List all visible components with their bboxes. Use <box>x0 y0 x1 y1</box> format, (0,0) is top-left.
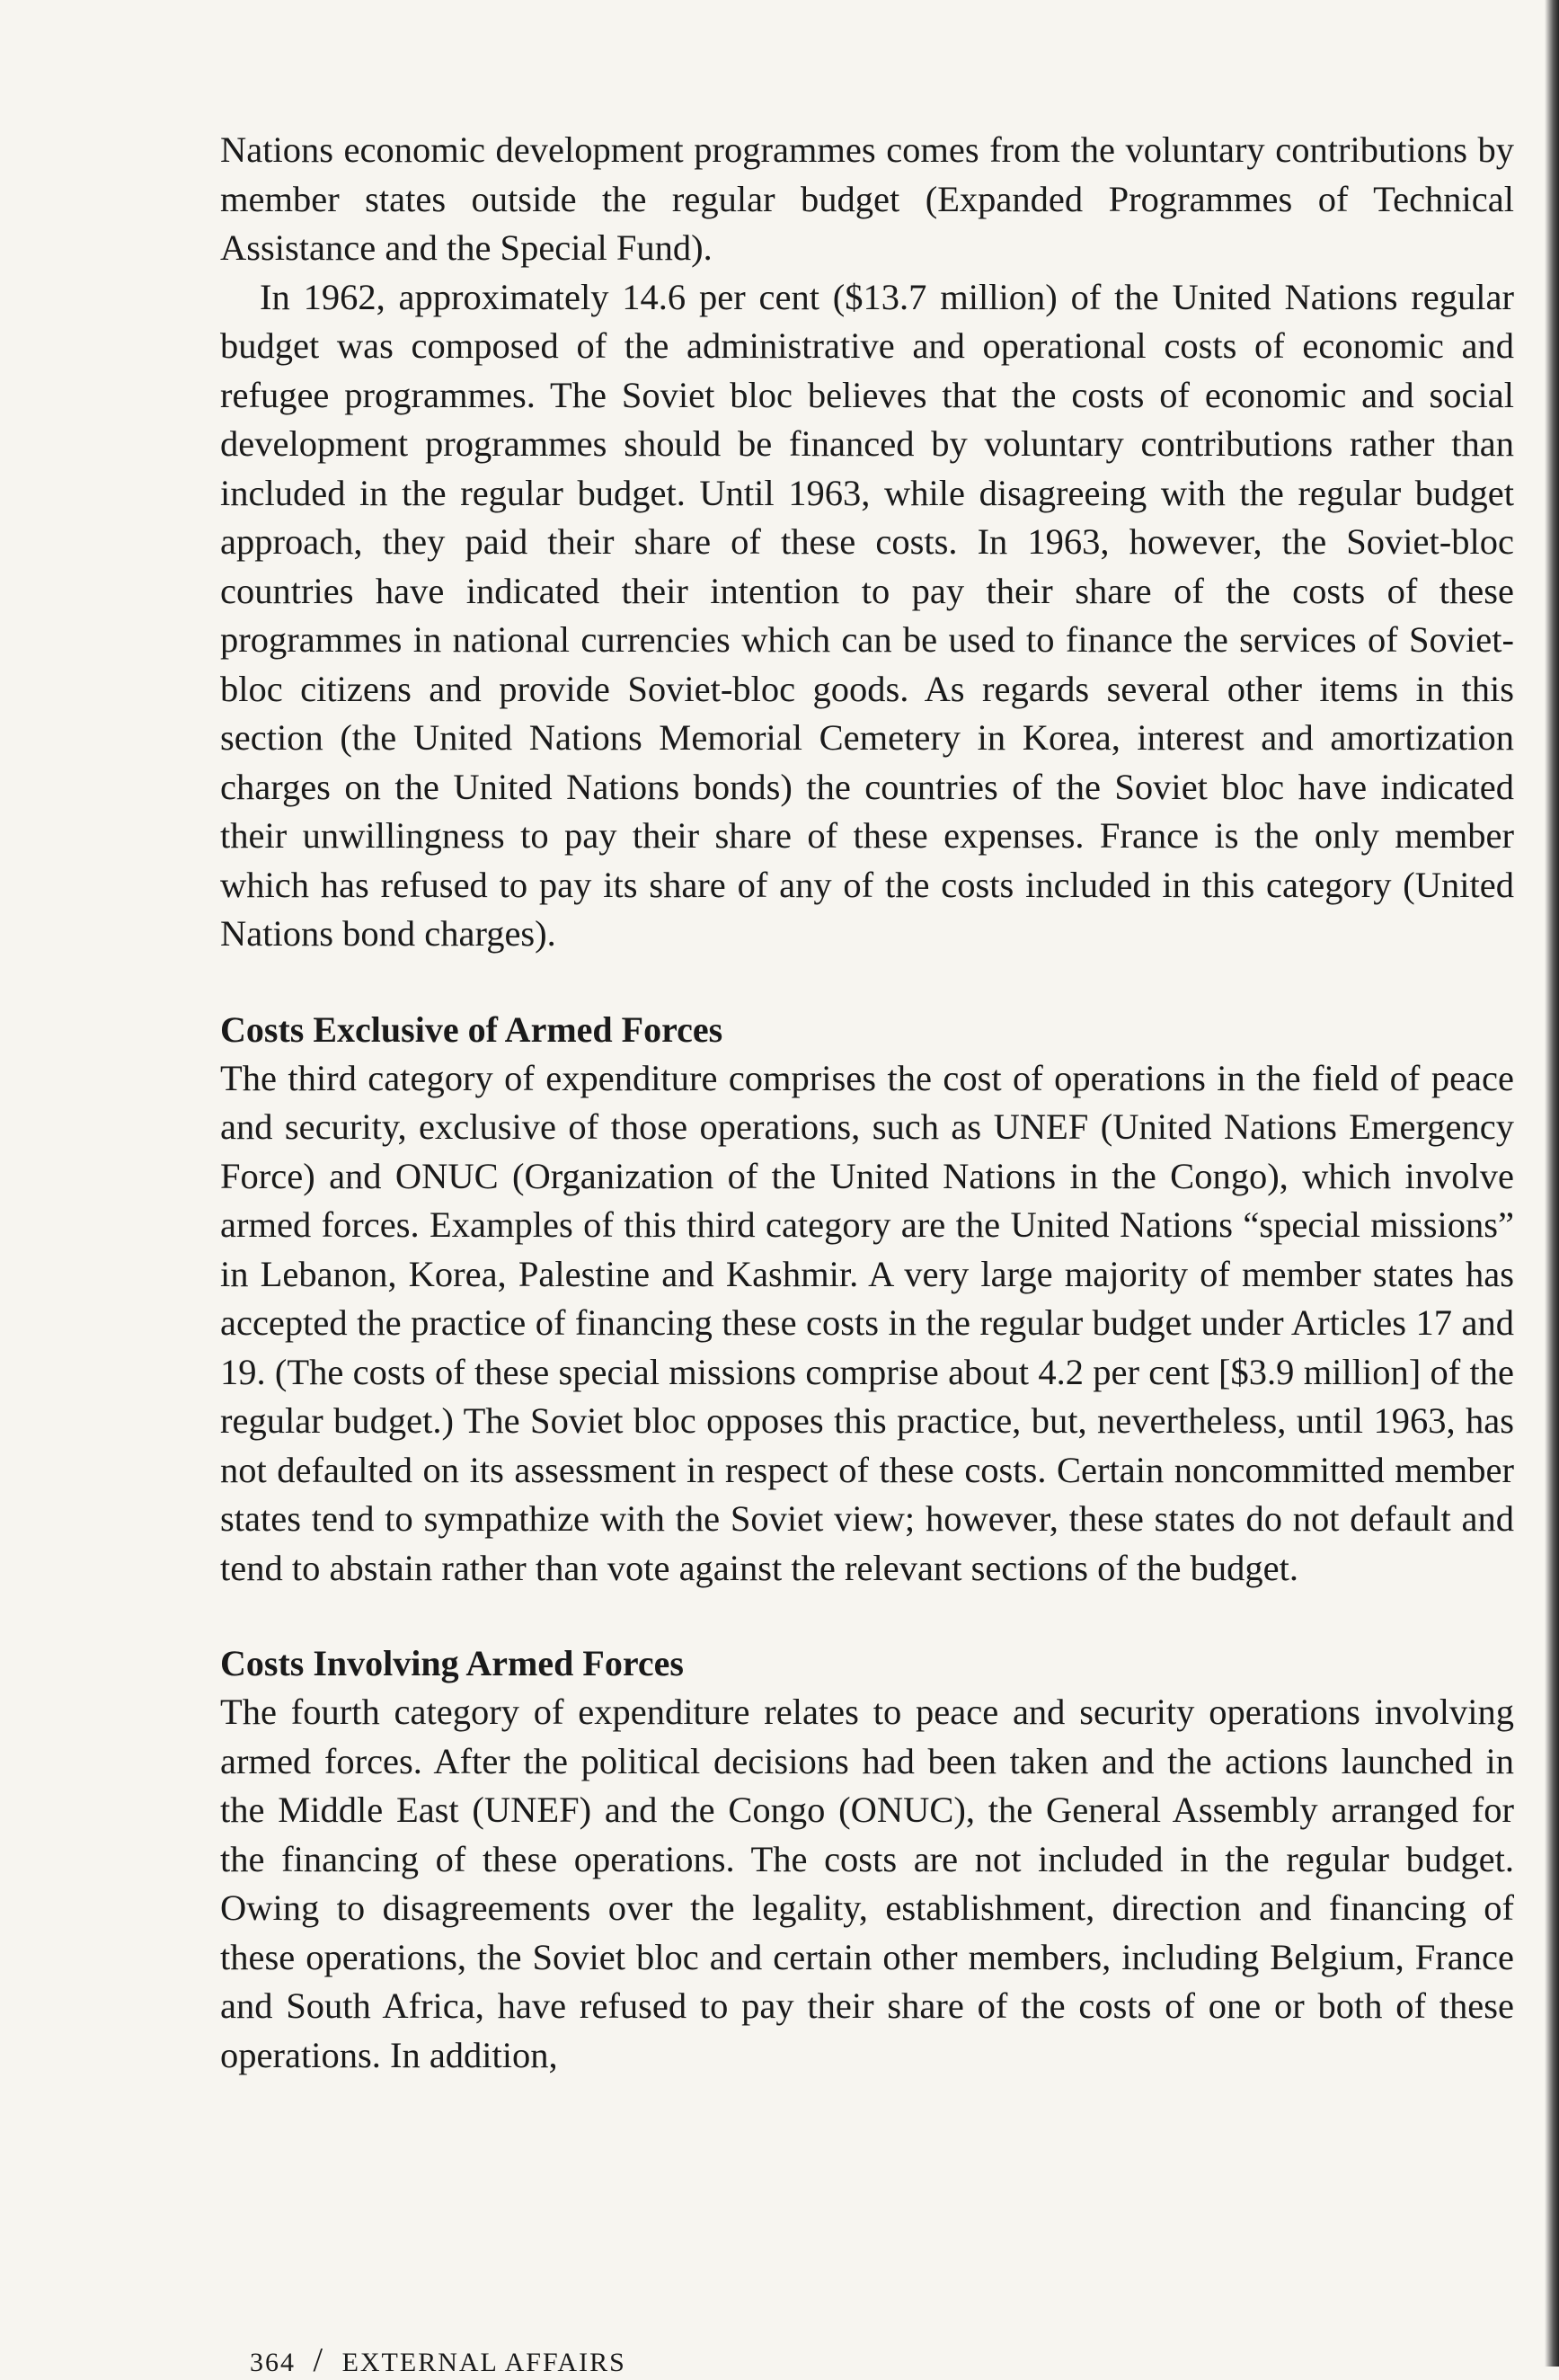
page-footer <box>250 2340 626 2380</box>
heading-costs-exclusive: Costs Exclusive of Armed Forces <box>220 1008 723 1050</box>
section-gap <box>220 959 1514 1006</box>
paragraph-continued: Nations economic development programmes comes from the voluntary contributions by member states outside the regular budget (Expanded Programmes of Technical Assistance and the Special Fund). <box>220 129 1514 268</box>
document-body <box>220 126 1514 2080</box>
paragraph-1962-budget: In 1962, approximately 14.6 per cent ($13.7 million) of the United Nations regular budget was composed of the administrative and operational costs of economic and refugee programmes. The Soviet bloc believes that the costs of economic and social development programmes should be financed by voluntary contributions rather than included in the regular budget. Until 1963, while disagreeing with the regular budget approach, they paid their share of these costs. In 1963, however, the Soviet-bloc countries have indicated their intention to pay their share of the costs of these programmes in national currencies which can be used to finance the services of Soviet-bloc citizens and provide Soviet-bloc goods. As regards several other items in this section (the United Nations Memorial Cemetery in Korea, interest and amortization charges on the United Nations bonds) the countries of the Soviet bloc have indicated their unwillingness to pay their share of these expenses. France is the only member which has refused to pay its share of any of the costs included in this category (United Nations bond charges). <box>220 276 1514 954</box>
section-gap <box>220 1593 1514 1639</box>
heading-costs-involving: Costs Involving Armed Forces <box>220 1643 684 1683</box>
page-number: 364 <box>250 2348 296 2377</box>
paragraph-costs-involving: The fourth category of expenditure relates to peace and security operations involving armed forces. After the political decisions had been taken and the actions launched in the Middle East (UNEF) and the Congo (ONUC), the General Assembly arranged for the financing of these operations. The costs are not included in the regular budget. Owing to disagreements over the legality, establishment, direction and financing of these operations, the Soviet bloc and certain other members, including Belgium, France and South Africa, have refused to pay their share of the costs of one or both of these operations. In addition, <box>220 1692 1514 2075</box>
paragraph-costs-exclusive: The third category of expenditure comprises the cost of operations in the field of peace and security, exclusive of those operations, such as UNEF (United Nations Emergency Force) and ONUC (Organization of the United Nations in the Congo), which involve armed forces. Examples of this third category are the United Nations “special missions” in Lebanon, Korea, Palestine and Kashmir. A very large majority of member states has accepted the practice of financing these costs in the regular budget under Articles 17 and 19. (The costs of these special missions comprise about 4.2 per cent [$3.9 million] of the regular budget.) The Soviet bloc opposes this practice, but, nevertheless, until 1963, has not defaulted on its assessment in respect of these costs. Certain noncommitted member states tend to sympathize with the Soviet view; however, these states do not default and tend to abstain rather than vote against the relevant sections of the budget. <box>220 1057 1514 1588</box>
publication-name: EXTERNAL AFFAIRS <box>341 2348 626 2377</box>
footer-separator: / <box>313 2341 325 2379</box>
page-edge-shadow <box>1545 0 1559 2367</box>
